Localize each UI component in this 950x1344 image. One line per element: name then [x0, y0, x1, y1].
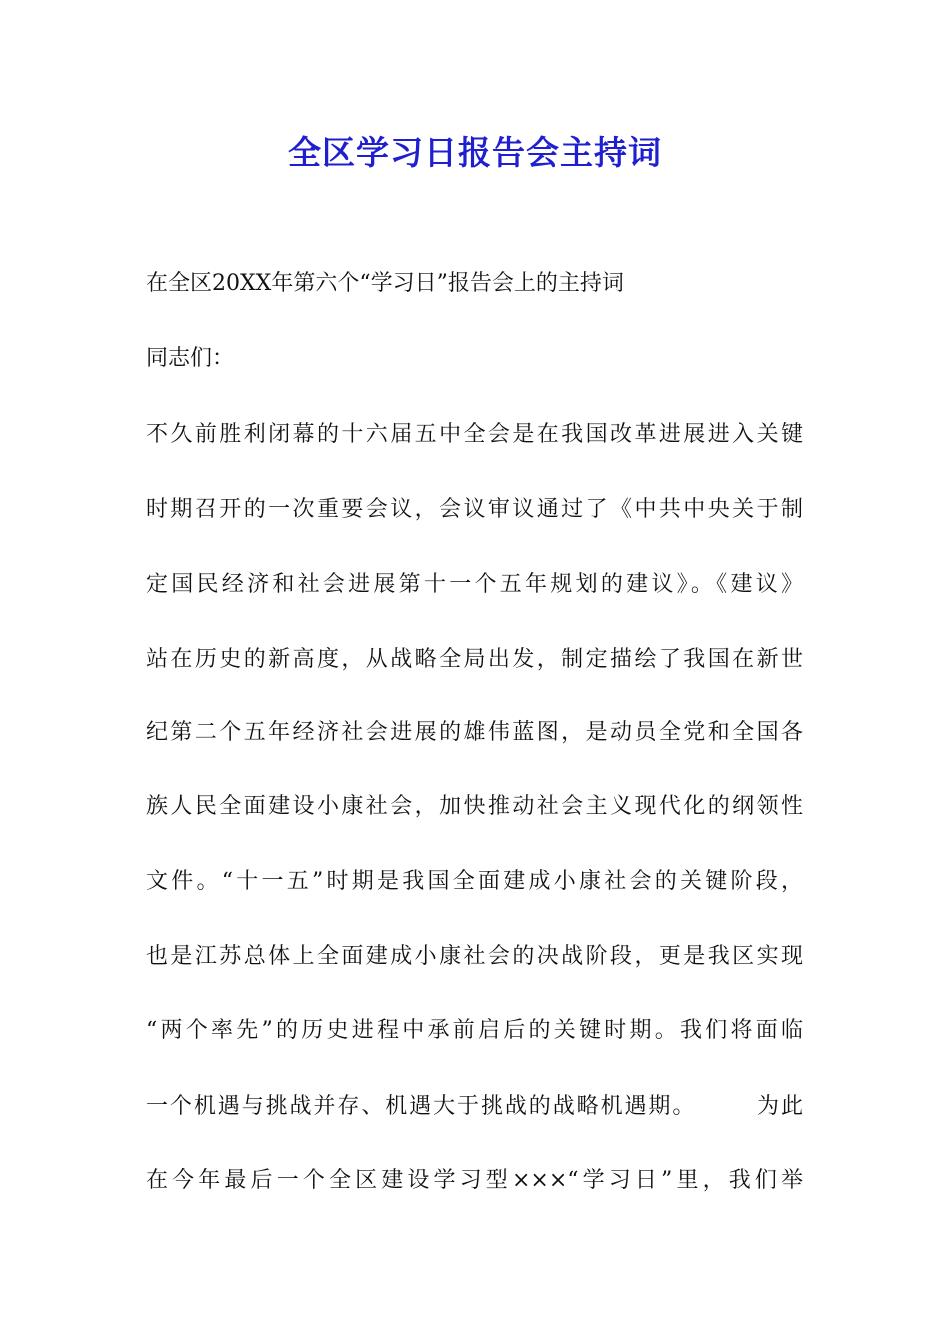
body-line: 文件。“十一五”时期是我国全面建成小康社会的关键阶段，: [146, 869, 803, 894]
body-line: “两个率先”的历史进程中承前启后的关键时期。我们将面临: [146, 1018, 803, 1043]
body-line: 站在历史的新高度，从战略全局出发，制定描绘了我国在新世: [146, 647, 803, 672]
body-line: 不久前胜利闭幕的十六届五中全会是在我国改革进展进入关键: [146, 422, 803, 447]
body-line: 定国民经济和社会进展第十一个五年规划的建议》。《建议》: [146, 572, 803, 597]
body-line: 一个机遇与挑战并存、机遇大于挑战的战略机遇期。 为此: [146, 1094, 803, 1119]
body-line: 纪第二个五年经济社会进展的雄伟蓝图，是动员全党和全国各: [146, 720, 803, 745]
salutation: 同志们：: [146, 346, 235, 371]
body-line: 族人民全面建设小康社会，加快推动社会主义现代化的纲领性: [146, 794, 803, 819]
document-subtitle: 在全区20XX年第六个“学习日”报告会上的主持词: [146, 271, 624, 296]
document-title: 全区学习日报告会主持词: [288, 133, 662, 172]
body-line: 也是江苏总体上全面建成小康社会的决战阶段，更是我区实现: [146, 944, 803, 969]
body-line: 在今年最后一个全区建设学习型×××“学习日”里，我们举: [146, 1168, 803, 1193]
body-line: 时期召开的一次重要会议，会议审议通过了《中共中央关于制: [146, 497, 803, 522]
